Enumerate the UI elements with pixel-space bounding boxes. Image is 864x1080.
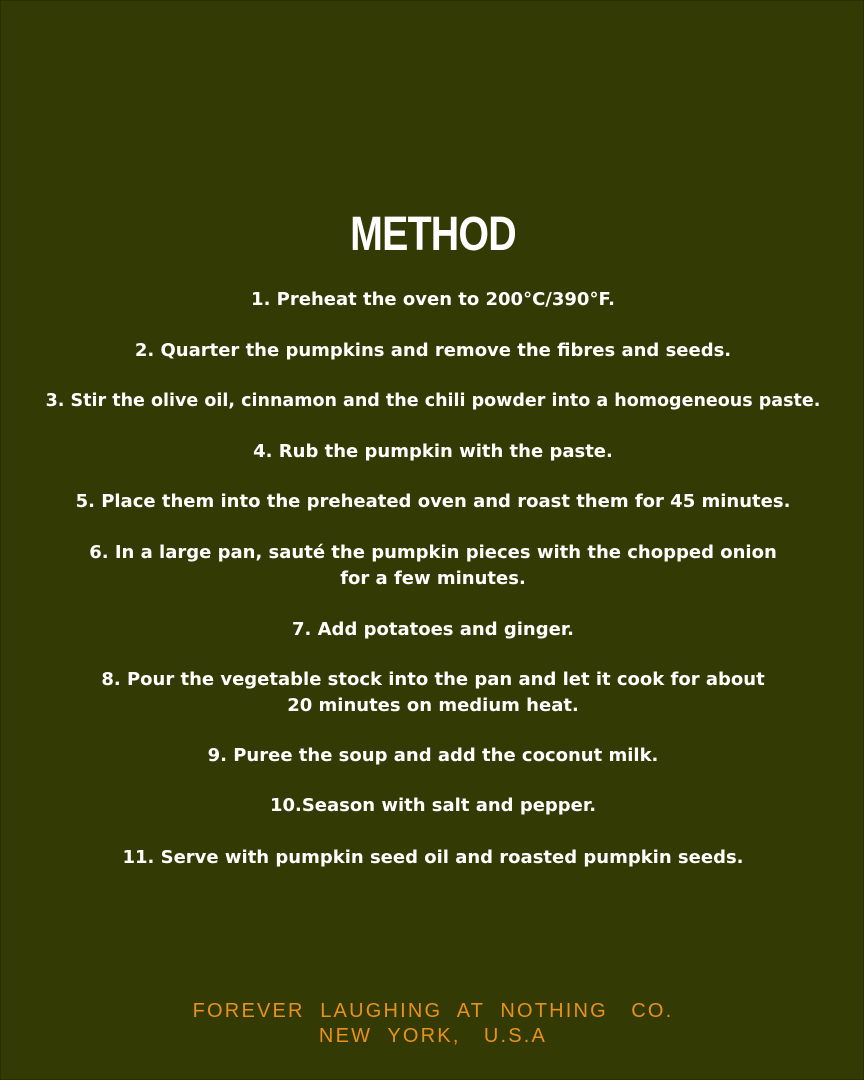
- method-step: [1, 388, 864, 414]
- method-step: [1, 489, 864, 515]
- step-line: 5. Place them into the preheated oven and roast them for 45 minutes.: [75, 491, 791, 512]
- step-line: 20 minutes on medium heat.: [287, 695, 579, 716]
- method-step: [1, 540, 864, 592]
- step-line: 6. In a large pan, sauté the pumpkin pieces with the chopped onion: [89, 542, 777, 563]
- step-line: 1. Preheat the oven to 200°C/390°F.: [251, 289, 615, 310]
- method-step: [1, 439, 864, 465]
- footer-location: NEW YORK, U.S.A: [318, 1025, 548, 1047]
- step-line: 8. Pour the vegetable stock into the pan and let it cook for about: [101, 669, 765, 690]
- method-step: [1, 743, 864, 769]
- step-line: 10.Season with salt and pepper.: [269, 795, 597, 816]
- method-step: [1, 845, 864, 871]
- step-line: 7. Add potatoes and ginger.: [292, 619, 574, 640]
- step-line: 4. Rub the pumpkin with the paste.: [253, 441, 613, 462]
- method-step: [1, 793, 864, 819]
- step-line: 2. Quarter the pumpkins and remove the fibres and seeds.: [134, 340, 732, 361]
- step-line: 9. Puree the soup and add the coconut milk.: [207, 745, 659, 766]
- step-line: 11. Serve with pumpkin seed oil and roasted pumpkin seeds.: [122, 847, 744, 868]
- method-step: [1, 287, 864, 313]
- step-line: 3. Stir the olive oil, cinnamon and the chili powder into a homogeneous paste.: [45, 391, 821, 411]
- step-line: for a few minutes.: [340, 568, 526, 589]
- footer-company-info: [1, 999, 864, 1049]
- method-step: [1, 338, 864, 364]
- method-step: [1, 667, 864, 719]
- footer-company-name: FOREVER LAUGHING AT NOTHING CO.: [192, 1000, 674, 1022]
- page-title: METHOD: [350, 208, 516, 261]
- method-step: [1, 617, 864, 643]
